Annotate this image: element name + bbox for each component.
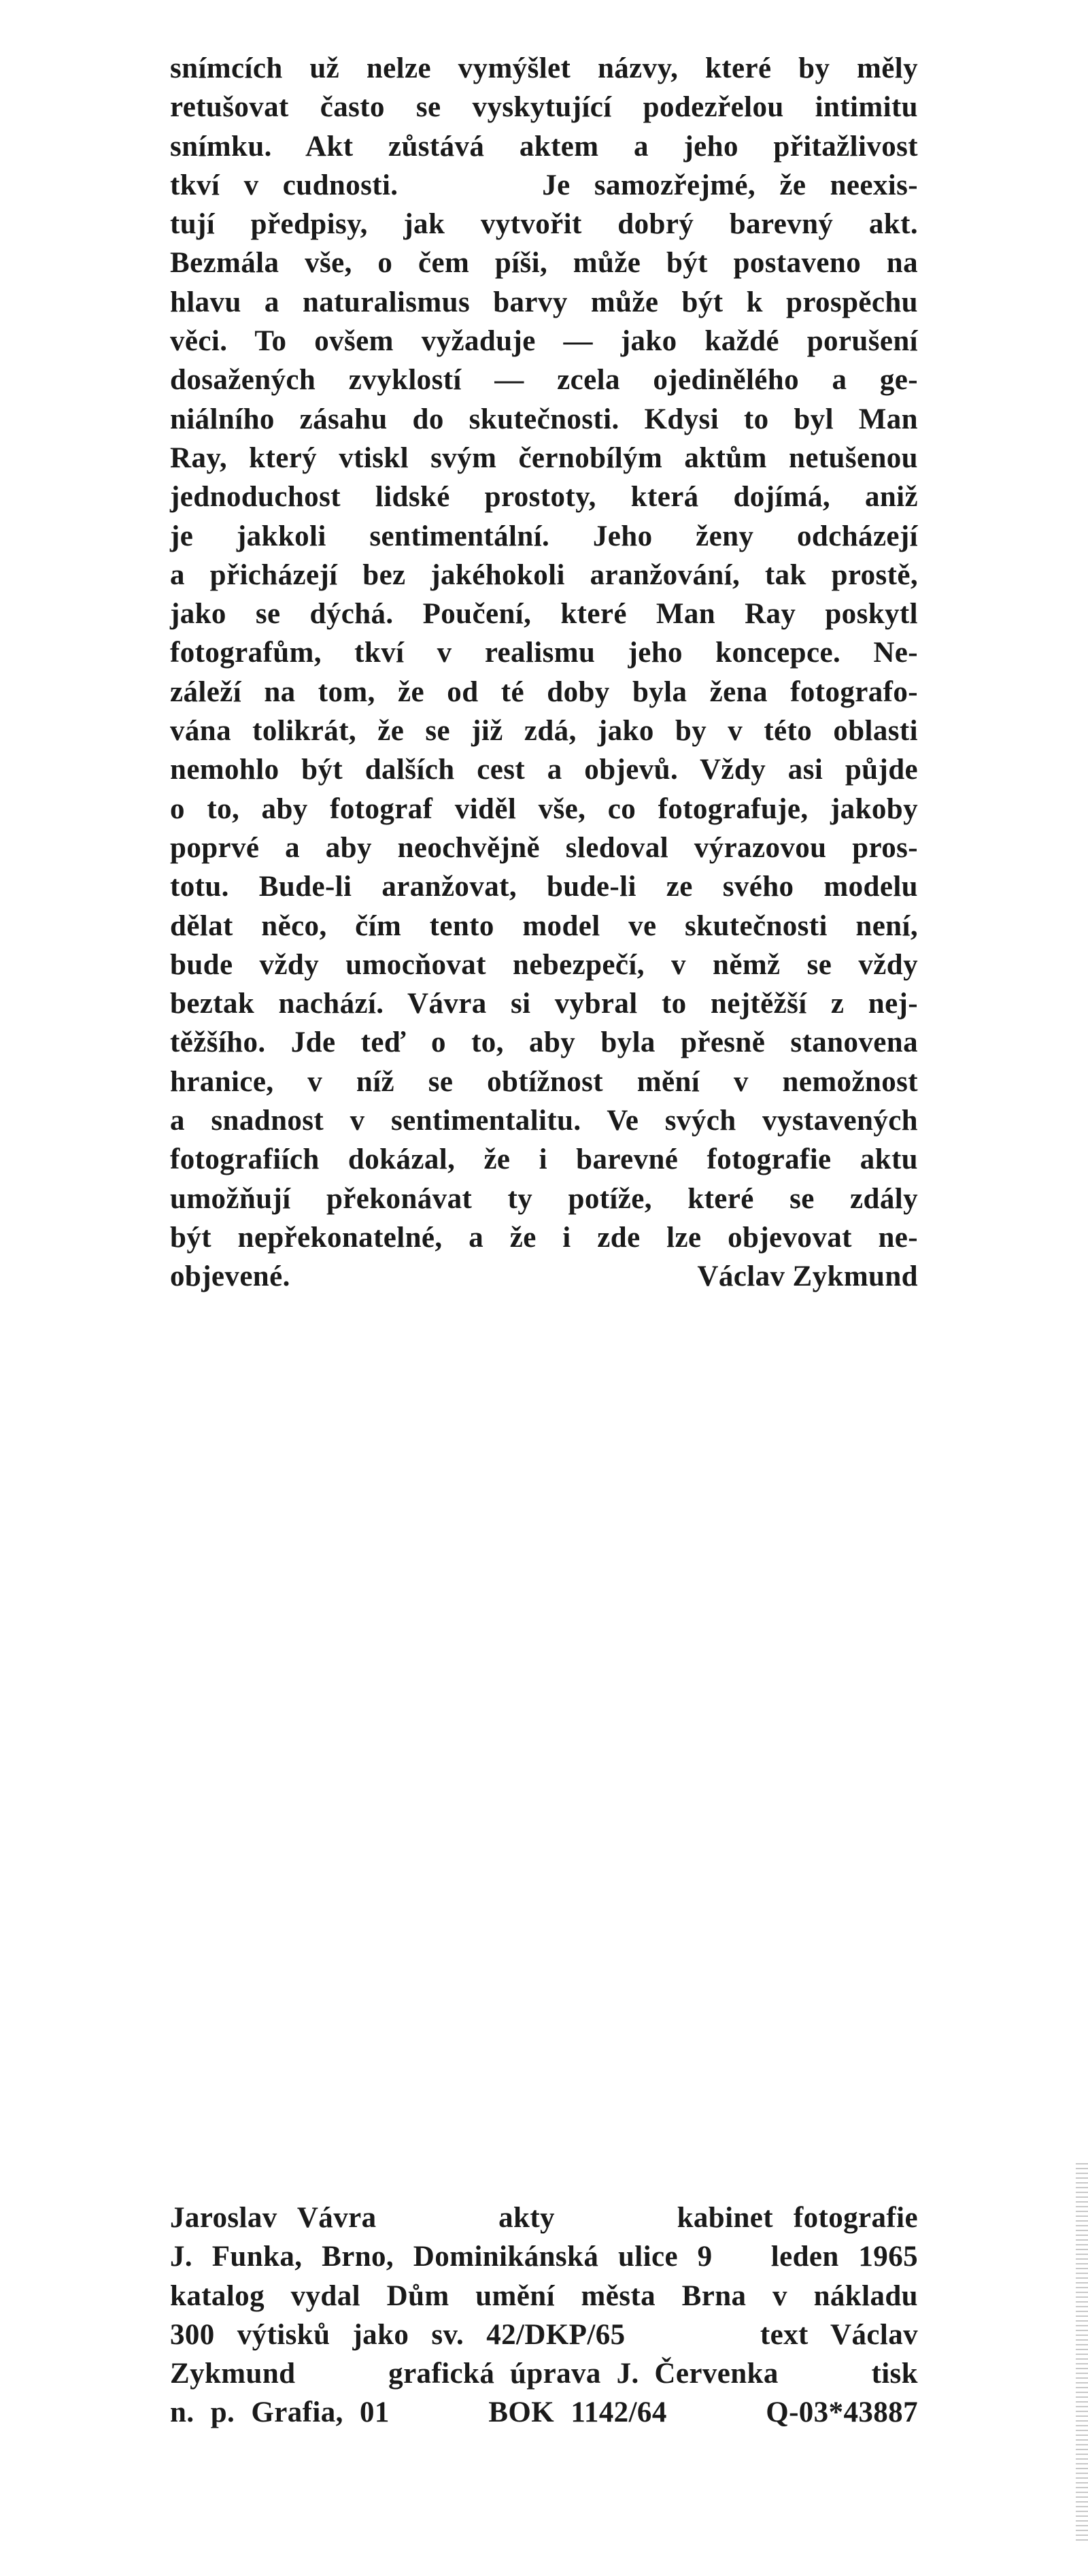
essay-line: těžšího. Jde teď o to, aby byla přesně stanovena bbox=[170, 1026, 918, 1059]
essay-line: umožňují překonávat ty potíže, které se zdály bbox=[170, 1182, 918, 1215]
author-signature: Václav Zykmund bbox=[697, 1260, 918, 1293]
essay-line: být nepřekonatelné, a že i zde lze objevovat ne- bbox=[170, 1221, 918, 1254]
essay-line: nemohlo být dalších cest a objevů. Vždy asi půjde bbox=[170, 754, 918, 786]
imprint-line: J. Funka, Brno, Dominikánská ulice 9 leden 1965 bbox=[170, 2241, 918, 2273]
imprint-line: 300 výtisků jako sv. 42/DKP/65 text Václav bbox=[170, 2318, 918, 2351]
essay-line: vána tolikrát, že se již zdá, jako by v této oblasti bbox=[170, 715, 918, 748]
essay-last-word: objevené. bbox=[170, 1260, 290, 1293]
essay-line: a přicházejí bez jakéhokoli aranžování, tak prostě, bbox=[170, 558, 918, 591]
essay-line: poprvé a aby neochvějně sledoval výrazovou pros- bbox=[170, 831, 918, 864]
essay-line: dosažených zvyklostí — zcela ojedinělého a ge- bbox=[170, 364, 918, 397]
essay-line: věci. To ovšem vyžaduje — jako každé porušení bbox=[170, 325, 918, 358]
essay-line: je jakkoli sentimentální. Jeho ženy odcházejí bbox=[170, 520, 918, 552]
essay-line: hlavu a naturalismus barvy může být k prospěchu bbox=[170, 286, 918, 318]
essay-line: Bezmála vše, o čem píši, může být postaveno na bbox=[170, 247, 918, 280]
essay-line: jako se dýchá. Poučení, které Man Ray poskytl bbox=[170, 598, 918, 631]
essay-line: tují předpisy, jak vytvořit dobrý barevný akt. bbox=[170, 208, 918, 241]
imprint-line: Jaroslav Vávra akty kabinet fotografie bbox=[170, 2202, 918, 2234]
essay-line: retušovat často se vyskytující podezřelou intimitu bbox=[170, 91, 918, 124]
essay-line: beztak nachází. Vávra si vybral to nejtěžší z nej- bbox=[170, 988, 918, 1020]
essay-line: o to, aby fotograf viděl vše, co fotografuje, jakoby bbox=[170, 792, 918, 825]
essay-line: jednoduchost lidské prostoty, která dojímá, aniž bbox=[170, 481, 918, 514]
essay-line: totu. Bude-li aranžovat, bude-li ze svého modelu bbox=[170, 871, 918, 903]
essay-line: dělat něco, čím tento model ve skutečnosti není, bbox=[170, 909, 918, 942]
imprint-colophon bbox=[170, 2198, 918, 2432]
essay-line: fotografiích dokázal, že i barevné fotografie aktu bbox=[170, 1143, 918, 1176]
essay-line: snímcích už nelze vymýšlet názvy, které by měly bbox=[170, 52, 918, 84]
essay-line: Ray, který vtiskl svým černobílým aktům netušenou bbox=[170, 441, 918, 474]
essay-line: záleží na tom, že od té doby byla žena fotografo- bbox=[170, 675, 918, 708]
scan-edge-artifact bbox=[1076, 2163, 1088, 2544]
essay-final-line bbox=[170, 1257, 918, 1296]
essay-line: a snadnost v sentimentalitu. Ve svých vystavených bbox=[170, 1105, 918, 1137]
imprint-line: n. p. Grafia, 01 BOK 1142/64 Q-03*43887 bbox=[170, 2396, 918, 2429]
essay-text bbox=[170, 49, 918, 1297]
essay-line: fotografům, tkví v realismu jeho koncepce. Ne- bbox=[170, 637, 918, 669]
imprint-line: katalog vydal Dům umění města Brna v nákladu bbox=[170, 2279, 918, 2312]
essay-line: niálního zásahu do skutečnosti. Kdysi to byl Man bbox=[170, 403, 918, 435]
essay-line: hranice, v níž se obtížnost mění v nemožnost bbox=[170, 1065, 918, 1098]
essay-line: bude vždy umocňovat nebezpečí, v němž se vždy bbox=[170, 948, 918, 981]
imprint-line: Zykmund grafická úprava J. Červenka tisk bbox=[170, 2358, 918, 2390]
essay-line: tkví v cudnosti. Je samozřejmé, že neexis- bbox=[170, 169, 918, 201]
essay-line: snímku. Akt zůstává aktem a jeho přitažlivost bbox=[170, 130, 918, 163]
